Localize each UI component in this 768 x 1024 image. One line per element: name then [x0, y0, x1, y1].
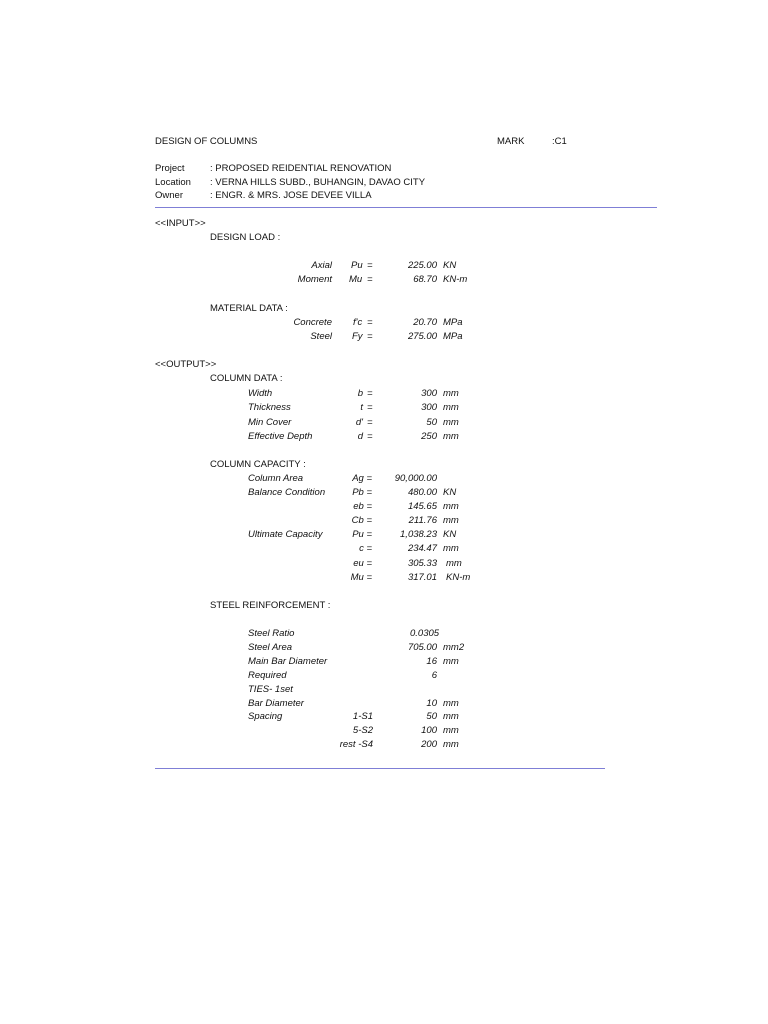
input-heading: <<INPUT>> — [155, 218, 206, 229]
cb-symbol: Cb = — [351, 515, 372, 526]
footer-divider — [155, 768, 605, 769]
bar-diameter-value: 10 — [426, 698, 437, 709]
cb-value: 211.76 — [408, 515, 437, 526]
project-label: Project — [155, 163, 185, 174]
required-label: Required — [248, 670, 287, 681]
axial-symbol: Pu — [351, 260, 363, 271]
steel-ratio-value: 0.0305 — [410, 628, 440, 639]
required-value: 6 — [431, 670, 437, 681]
project-value: : PROPOSED REIDENTIAL RENOVATION — [210, 163, 392, 174]
thickness-value: 300 — [421, 402, 437, 413]
spacing-s1-symbol: 1-S1 — [352, 711, 373, 722]
width-eq: = — [367, 388, 373, 399]
output-heading: <<OUTPUT>> — [155, 359, 217, 370]
steel-ratio-label: Steel Ratio — [248, 628, 295, 639]
effective-depth-unit: mm — [443, 431, 459, 442]
effective-depth-eq: = — [367, 431, 373, 442]
column-area-label: Column Area — [248, 473, 304, 484]
c-symbol: c = — [359, 543, 372, 554]
mu-symbol: Mu = — [350, 572, 372, 583]
spacing-s2-symbol: 5-S2 — [352, 725, 373, 736]
width-value: 300 — [421, 388, 437, 399]
steel-reinforcement-heading: STEEL REINFORCEMENT : — [210, 600, 331, 611]
location-label: Location — [155, 177, 191, 188]
owner-label: Owner — [155, 190, 183, 201]
eb-value: 145.65 — [407, 501, 437, 512]
main-bar-diameter-unit: mm — [443, 656, 459, 667]
pu-symbol: Pu = — [352, 529, 372, 540]
steel-label: Steel — [310, 331, 332, 342]
bar-diameter-unit: mm — [443, 698, 459, 709]
thickness-symbol: t — [360, 402, 363, 413]
steel-area-value: 705.00 — [407, 642, 437, 653]
width-label: Width — [248, 388, 273, 399]
moment-label: Moment — [297, 274, 332, 285]
min-cover-unit: mm — [443, 417, 459, 428]
min-cover-eq: = — [367, 417, 373, 428]
min-cover-value: 50 — [426, 417, 437, 428]
concrete-eq: = — [367, 317, 373, 328]
column-area-symbol: Ag = — [352, 473, 372, 484]
column-area-value: 90,000.00 — [394, 473, 437, 484]
c-value: 234.47 — [407, 543, 437, 554]
steel-eq: = — [367, 331, 373, 342]
eu-unit: mm — [446, 558, 462, 569]
axial-eq: = — [367, 260, 373, 271]
balance-condition-label: Balance Condition — [248, 487, 326, 498]
steel-value: 275.00 — [407, 331, 437, 342]
spacing-s1-unit: mm — [443, 711, 459, 722]
effective-depth-label: Effective Depth — [248, 431, 313, 442]
axial-label: Axial — [311, 260, 332, 271]
thickness-label: Thickness — [248, 402, 291, 413]
spacing-s2-unit: mm — [443, 725, 459, 736]
document-title: DESIGN OF COLUMNS — [155, 136, 258, 147]
width-unit: mm — [443, 388, 459, 399]
eb-symbol: eb = — [353, 501, 372, 512]
axial-unit: KN — [443, 260, 457, 271]
spacing-s4-symbol: rest -S4 — [339, 739, 373, 750]
ultimate-capacity-label: Ultimate Capacity — [248, 529, 323, 540]
effective-depth-symbol: d — [357, 431, 363, 442]
concrete-unit: MPa — [443, 317, 463, 328]
material-data-heading: MATERIAL DATA : — [210, 303, 288, 314]
min-cover-label: Min Cover — [248, 417, 292, 428]
pu-value: 1,038.23 — [400, 529, 437, 540]
mark-value: :C1 — [552, 136, 567, 147]
owner-value: : ENGR. & MRS. JOSE DEVEE VILLA — [210, 190, 372, 201]
c-unit: mm — [443, 543, 459, 554]
cb-unit: mm — [443, 515, 459, 526]
concrete-symbol: f'c — [353, 317, 363, 328]
mu-unit: KN-m — [446, 572, 471, 583]
spacing-s1-value: 50 — [426, 711, 437, 722]
eb-unit: mm — [443, 501, 459, 512]
eu-value: 305.33 — [407, 558, 437, 569]
mu-value: 317.01 — [407, 572, 437, 583]
pb-symbol: Pb = — [352, 487, 372, 498]
spacing-s4-value: 200 — [421, 739, 437, 750]
header-divider — [155, 207, 657, 208]
effective-depth-value: 250 — [421, 431, 437, 442]
ties-label: TIES- 1set — [248, 684, 293, 695]
steel-unit: MPa — [443, 331, 463, 342]
main-bar-diameter-label: Main Bar Diameter — [248, 656, 328, 667]
moment-eq: = — [367, 274, 373, 285]
pb-unit: KN — [443, 487, 457, 498]
moment-unit: KN-m — [443, 274, 468, 285]
spacing-label: Spacing — [248, 711, 283, 722]
moment-value: 68.70 — [413, 274, 437, 285]
column-data-heading: COLUMN DATA : — [210, 373, 283, 384]
moment-symbol: Mu — [349, 274, 363, 285]
spacing-s4-unit: mm — [443, 739, 459, 750]
axial-value: 225.00 — [407, 260, 437, 271]
steel-symbol: Fy — [352, 331, 363, 342]
mark-label: MARK — [497, 136, 525, 147]
steel-area-unit: mm2 — [443, 642, 465, 653]
design-load-heading: DESIGN LOAD : — [210, 232, 281, 243]
bar-diameter-label: Bar Diameter — [248, 698, 304, 709]
min-cover-symbol: d' — [355, 417, 363, 428]
concrete-value: 20.70 — [413, 317, 437, 328]
location-value: : VERNA HILLS SUBD., BUHANGIN, DAVAO CITY — [210, 177, 426, 188]
width-symbol: b — [357, 388, 363, 399]
column-capacity-heading: COLUMN CAPACITY : — [210, 459, 306, 470]
spacing-s2-value: 100 — [421, 725, 437, 736]
steel-area-label: Steel Area — [248, 642, 293, 653]
thickness-unit: mm — [443, 402, 459, 413]
eu-symbol: eu = — [353, 558, 372, 569]
pb-value: 480.00 — [407, 487, 437, 498]
pu-unit: KN — [443, 529, 457, 540]
concrete-label: Concrete — [293, 317, 332, 328]
thickness-eq: = — [367, 402, 373, 413]
main-bar-diameter-value: 16 — [426, 656, 437, 667]
